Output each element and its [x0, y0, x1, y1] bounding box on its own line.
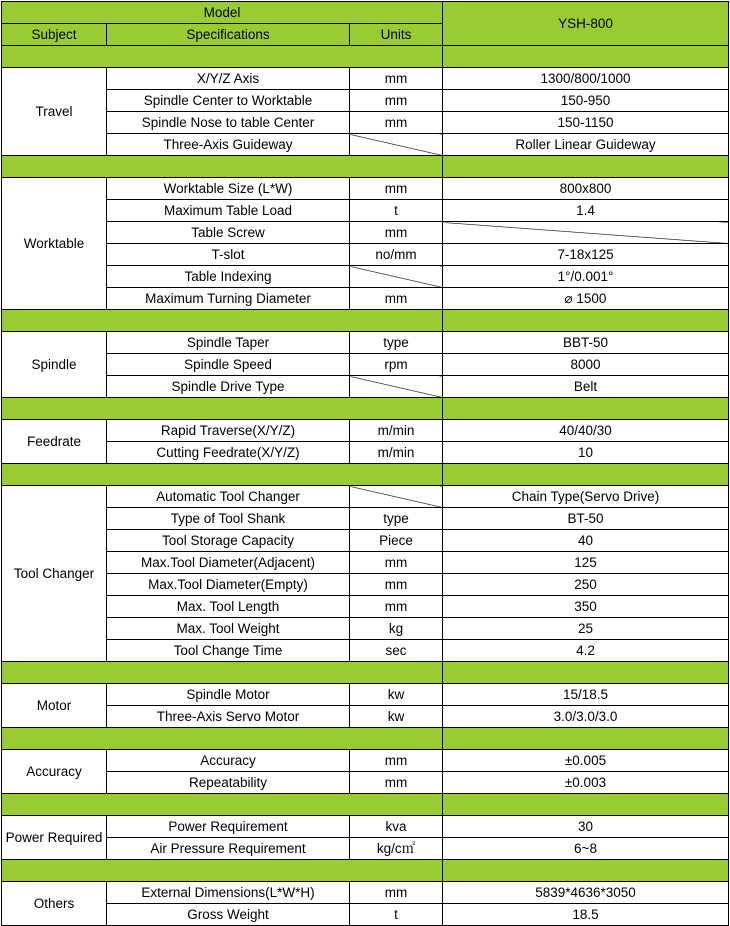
table-row [2, 266, 729, 288]
separator-cell [2, 464, 443, 486]
value-cell: Chain Type(Servo Drive) [443, 486, 729, 508]
separator-cell [2, 46, 443, 68]
unit-cell-empty [350, 376, 443, 398]
spec-cell: Power Requirement [107, 816, 350, 838]
units-header: Units [350, 24, 443, 46]
subject-cell: Power Required [2, 816, 107, 860]
section-separator [2, 794, 729, 816]
value-cell: 15/18.5 [443, 684, 729, 706]
unit-cell: Piece [350, 530, 443, 552]
header-row-model [2, 2, 729, 24]
value-cell: Roller Linear Guideway [443, 134, 729, 156]
unit-cell: mm [350, 552, 443, 574]
section-separator [2, 662, 729, 684]
table-row [2, 508, 729, 530]
subject-cell: Worktable [2, 178, 107, 310]
table-row [2, 882, 729, 904]
spec-cell: Type of Tool Shank [107, 508, 350, 530]
spec-cell: Three-Axis Guideway [107, 134, 350, 156]
separator-cell [443, 662, 729, 684]
separator-cell [443, 464, 729, 486]
value-cell: 1°/0.001° [443, 266, 729, 288]
spec-cell: Max.Tool Diameter(Empty) [107, 574, 350, 596]
separator-cell [443, 156, 729, 178]
value-cell: 3.0/3.0/3.0 [443, 706, 729, 728]
unit-cell: kg [350, 618, 443, 640]
separator-cell [2, 398, 443, 420]
separator-cell [443, 860, 729, 882]
table-row [2, 530, 729, 552]
spec-cell: Max. Tool Length [107, 596, 350, 618]
separator-cell [443, 728, 729, 750]
section-separator [2, 46, 729, 68]
spec-cell: Three-Axis Servo Motor [107, 706, 350, 728]
table-row [2, 596, 729, 618]
unit-cell: type [350, 508, 443, 530]
spec-cell: Spindle Motor [107, 684, 350, 706]
subject-cell: Spindle [2, 332, 107, 398]
unit-cell: rpm [350, 354, 443, 376]
spec-cell: Spindle Drive Type [107, 376, 350, 398]
spec-cell: X/Y/Z Axis [107, 68, 350, 90]
separator-cell [2, 860, 443, 882]
table-row [2, 420, 729, 442]
subject-cell: Accuracy [2, 750, 107, 794]
spec-cell: Spindle Nose to table Center [107, 112, 350, 134]
unit-cell: m/min [350, 420, 443, 442]
spec-cell: Table Screw [107, 222, 350, 244]
spec-cell: Max. Tool Weight [107, 618, 350, 640]
section-separator [2, 728, 729, 750]
table-row [2, 486, 729, 508]
separator-cell [443, 46, 729, 68]
value-cell: 150-950 [443, 90, 729, 112]
table-row [2, 574, 729, 596]
table-row [2, 90, 729, 112]
value-cell: 30 [443, 816, 729, 838]
value-cell: 7-18x125 [443, 244, 729, 266]
value-cell: 150-1150 [443, 112, 729, 134]
spec-cell: Maximum Turning Diameter [107, 288, 350, 310]
value-cell: ±0.003 [443, 772, 729, 794]
section-separator [2, 464, 729, 486]
section-separator [2, 156, 729, 178]
spec-cell: Maximum Table Load [107, 200, 350, 222]
table-row [2, 222, 729, 244]
table-row [2, 640, 729, 662]
value-cell: 250 [443, 574, 729, 596]
spec-cell: Gross Weight [107, 904, 350, 926]
unit-cell: mm [350, 68, 443, 90]
unit-cell: t [350, 904, 443, 926]
unit-cell: kva [350, 816, 443, 838]
unit-cell: kw [350, 706, 443, 728]
value-cell: 800x800 [443, 178, 729, 200]
separator-cell [2, 794, 443, 816]
value-cell-empty [443, 222, 729, 244]
subject-cell: Feedrate [2, 420, 107, 464]
value-cell: BT-50 [443, 508, 729, 530]
separator-cell [2, 156, 443, 178]
spec-cell: Max.Tool Diameter(Adjacent) [107, 552, 350, 574]
spec-cell: Automatic Tool Changer [107, 486, 350, 508]
section-separator [2, 398, 729, 420]
unit-cell: mm [350, 90, 443, 112]
spec-cell: Table Indexing [107, 266, 350, 288]
table-row [2, 288, 729, 310]
unit-cell: mm [350, 574, 443, 596]
value-cell: 350 [443, 596, 729, 618]
table-row [2, 200, 729, 222]
table-row [2, 354, 729, 376]
spec-cell: Tool Change Time [107, 640, 350, 662]
table-row [2, 750, 729, 772]
unit-cell: mm [350, 882, 443, 904]
table-row [2, 178, 729, 200]
value-cell: 40/40/30 [443, 420, 729, 442]
spec-cell: Air Pressure Requirement [107, 838, 350, 860]
spec-table [1, 1, 729, 926]
unit-cell: mm [350, 178, 443, 200]
unit-cell: mm [350, 222, 443, 244]
unit-cell: kw [350, 684, 443, 706]
separator-cell [443, 398, 729, 420]
value-cell: ⌀ 1500 [443, 288, 729, 310]
unit-cell: sec [350, 640, 443, 662]
separator-cell [2, 310, 443, 332]
spec-table-wrapper [1, 1, 729, 926]
value-cell: Belt [443, 376, 729, 398]
table-row [2, 706, 729, 728]
table-row [2, 904, 729, 926]
section-separator [2, 310, 729, 332]
unit-cell-empty [350, 486, 443, 508]
separator-cell [443, 310, 729, 332]
value-cell: 10 [443, 442, 729, 464]
separator-cell [443, 794, 729, 816]
unit-cell: type [350, 332, 443, 354]
unit-cell: mm [350, 288, 443, 310]
spec-cell: Rapid Traverse(X/Y/Z) [107, 420, 350, 442]
subject-cell: Others [2, 882, 107, 926]
unit-cell-empty [350, 266, 443, 288]
value-cell: 25 [443, 618, 729, 640]
subject-cell: Travel [2, 68, 107, 156]
unit-cell: no/mm [350, 244, 443, 266]
table-row [2, 68, 729, 90]
subject-cell: Motor [2, 684, 107, 728]
specifications-header: Specifications [107, 24, 350, 46]
subject-header: Subject [2, 24, 107, 46]
spec-cell: Spindle Taper [107, 332, 350, 354]
value-cell: ±0.005 [443, 750, 729, 772]
value-cell: 1.4 [443, 200, 729, 222]
table-row [2, 134, 729, 156]
model-label: Model [2, 2, 443, 24]
table-row [2, 816, 729, 838]
spec-cell: External Dimensions(L*W*H) [107, 882, 350, 904]
value-cell: 6~8 [443, 838, 729, 860]
value-cell: 125 [443, 552, 729, 574]
table-row [2, 684, 729, 706]
unit-cell: t [350, 200, 443, 222]
unit-cell: mm [350, 772, 443, 794]
table-row [2, 244, 729, 266]
table-row [2, 618, 729, 640]
value-cell: 40 [443, 530, 729, 552]
spec-cell: Repeatability [107, 772, 350, 794]
separator-cell [2, 662, 443, 684]
table-row [2, 838, 729, 860]
value-cell: 4.2 [443, 640, 729, 662]
spec-cell: Worktable Size (L*W) [107, 178, 350, 200]
spec-cell: Spindle Speed [107, 354, 350, 376]
unit-cell: mm [350, 596, 443, 618]
value-cell: 18.5 [443, 904, 729, 926]
separator-cell [2, 728, 443, 750]
value-cell: BBT-50 [443, 332, 729, 354]
value-cell: 8000 [443, 354, 729, 376]
unit-cell-empty [350, 134, 443, 156]
unit-cell: mm [350, 750, 443, 772]
table-row [2, 376, 729, 398]
spec-cell: Accuracy [107, 750, 350, 772]
table-row [2, 552, 729, 574]
table-row [2, 772, 729, 794]
table-row [2, 332, 729, 354]
table-row [2, 112, 729, 134]
value-cell: 5839*4636*3050 [443, 882, 729, 904]
value-cell: 1300/800/1000 [443, 68, 729, 90]
subject-cell: Tool Changer [2, 486, 107, 662]
spec-cell: Cutting Feedrate(X/Y/Z) [107, 442, 350, 464]
model-value: YSH-800 [443, 2, 729, 46]
section-separator [2, 860, 729, 882]
unit-cell: mm [350, 112, 443, 134]
unit-cell: m/min [350, 442, 443, 464]
spec-cell: Spindle Center to Worktable [107, 90, 350, 112]
unit-cell: kg/c㎡ [350, 838, 443, 860]
table-row [2, 442, 729, 464]
spec-cell: T-slot [107, 244, 350, 266]
spec-table-body [2, 2, 729, 926]
spec-cell: Tool Storage Capacity [107, 530, 350, 552]
